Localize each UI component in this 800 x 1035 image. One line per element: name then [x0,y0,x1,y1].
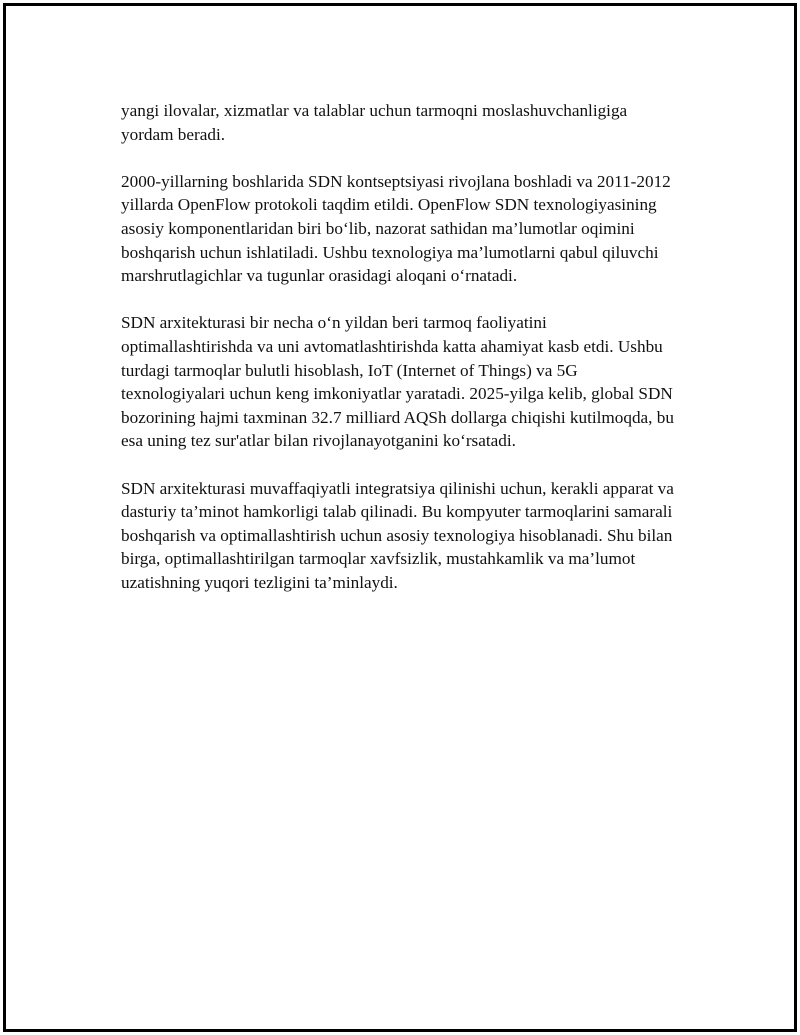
paragraph-2: 2000-yillarning boshlarida SDN kontseptsiyasi rivojlana boshladi va 2011-2012 yillarda OpenFlow protokoli taqdim etildi. OpenFlow SDN texnologiyasining asosiy komponentlaridan biri bo‘lib, nazorat sathidan ma’lumotlar oqimini boshqarish uchun ishlatiladi. Ushbu texnologiya ma’lumotlarni qabul qiluvchi marshrutlagichlar va tugunlar orasidagi aloqani o‘rnatadi. [121,171,671,286]
page-frame [3,3,797,1032]
paragraph-1: yangi ilovalar, xizmatlar va talablar uchun tarmoqni moslashuvchanligiga yordam beradi. [121,101,628,144]
paragraph-4: SDN arxitekturasi muvaffaqiyatli integratsiya qilinishi uchun, kerakli apparat va dasturiy ta’minot hamkorligi talab qilinadi. Bu kompyuter tarmoqlarini samarali boshqarish va optimallashtirish uchun asosiy texnologiya hisoblanadi. Shu bilan birga, optimallashtirilgan tarmoqlar xavfsizlik, mustahkamlik va ma’lumot uzatishning yuqori tezligini ta’minlaydi. [121,478,674,592]
document-body [121,99,681,618]
paragraph-3: SDN arxitekturasi bir necha o‘n yildan beri tarmoq faoliyatini optimallashtirishda va uni avtomatlashtirishda katta ahamiyat kasb etdi. Ushbu turdagi tarmoqlar bulutli hisoblash, IoT (Internet of Things) va 5G texnologiyalari uchun keng imkoniyatlar yaratadi. 2025-yilga kelib, global SDN bozorining hajmi taxminan 32.7 milliard AQSh dollarga chiqishi kutilmoqda, bu esa uning tez sur'atlar bilan rivojlanayotganini ko‘rsatadi. [121,313,674,451]
